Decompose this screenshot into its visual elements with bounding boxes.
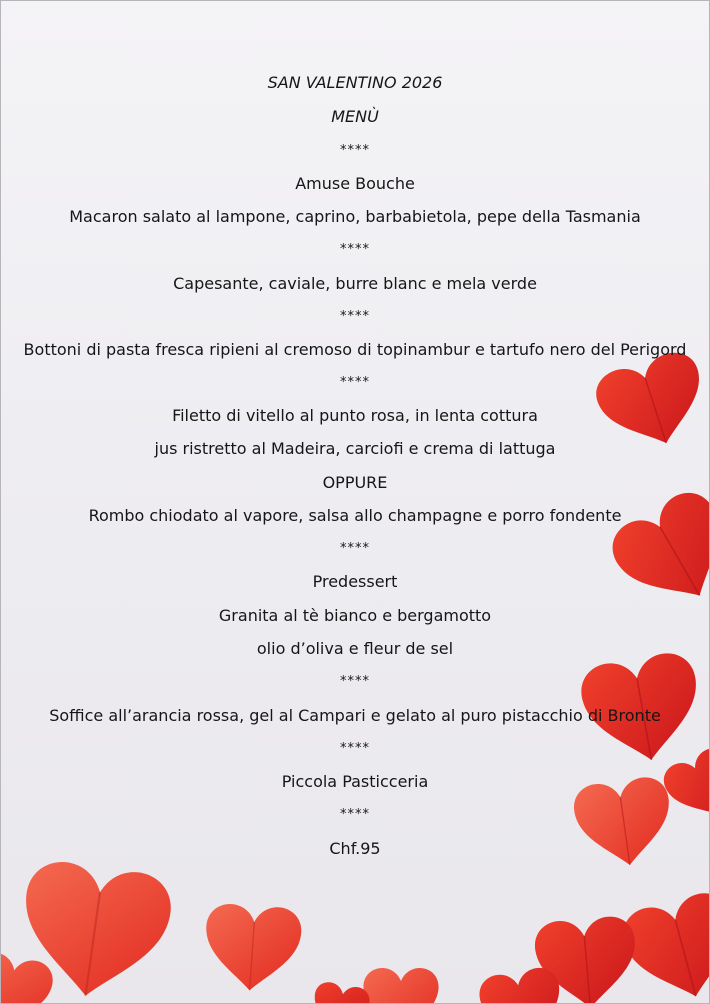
course-separator: ****: [340, 242, 370, 257]
predessert-line2: olio d’oliva e fleur de sel: [256, 639, 454, 658]
pasta-dish: Bottoni di pasta fresca ripieni al cremoso di topinambur e tartufo nero del Perigord: [23, 340, 687, 359]
main-dish-line1: Filetto di vitello al punto rosa, in lenta cottura: [172, 406, 538, 425]
course-separator: ****: [340, 375, 370, 390]
amuse-bouche-heading: Amuse Bouche: [295, 174, 415, 193]
course-separator: ****: [340, 674, 370, 689]
event-title: SAN VALENTINO 2026: [267, 73, 443, 92]
heart-icon: [363, 968, 438, 1003]
fish-dish: Rombo chiodato al vapore, salsa allo champagne e porro fondente: [88, 506, 622, 525]
heart-icon: [202, 902, 303, 993]
heart-icon: [309, 980, 372, 1003]
dessert-dish: Soffice all’arancia rossa, gel al Campari e gelato al puro pistacchio di Bronte: [49, 706, 661, 725]
course-separator: ****: [340, 541, 370, 556]
main-dish-line2: jus ristretto al Madeira, carciofi e crema di lattuga: [154, 439, 556, 458]
course-separator: ****: [340, 309, 370, 324]
menu-heading: MENÙ: [331, 107, 379, 126]
predessert-line1: Granita al tè bianco e bergamotto: [218, 606, 492, 625]
alternative-label: OPPURE: [322, 473, 388, 492]
menu-price: Chf.95: [329, 839, 381, 858]
petit-fours: Piccola Pasticceria: [281, 772, 429, 791]
course-separator: ****: [340, 143, 370, 158]
heart-icon: [1, 949, 56, 1003]
course-separator: ****: [340, 741, 370, 756]
starter-dish: Capesante, caviale, burre blanc e mela verde: [173, 274, 537, 293]
course-separator: ****: [340, 807, 370, 822]
amuse-bouche-dish: Macaron salato al lampone, caprino, barbabietola, pepe della Tasmania: [69, 207, 641, 226]
predessert-heading: Predessert: [312, 572, 398, 591]
